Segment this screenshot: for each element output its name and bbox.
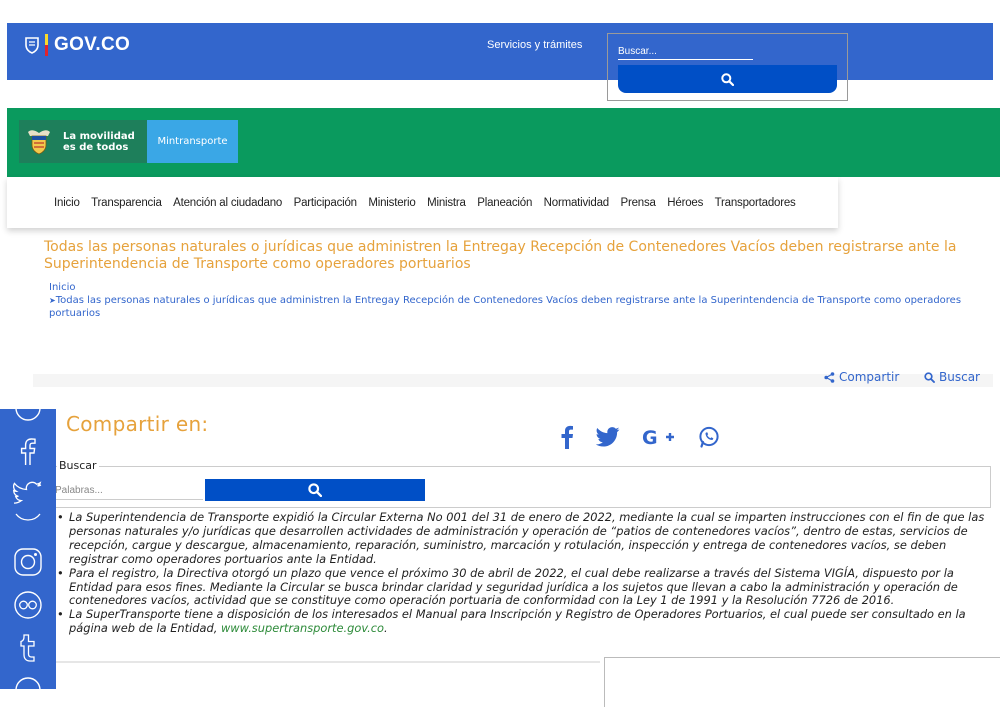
- list-item: [55, 608, 985, 636]
- share-icons: [560, 425, 720, 449]
- nav-item-ministra[interactable]: Ministra: [427, 196, 466, 209]
- supertransporte-link[interactable]: www.supertransporte.gov.co: [220, 621, 385, 636]
- search-legend: Buscar: [59, 459, 97, 472]
- share-tool-label: Compartir: [839, 370, 900, 384]
- partial-bottom-icon[interactable]: [13, 675, 43, 689]
- nav-item-transportadores[interactable]: Transportadores: [714, 196, 796, 209]
- partial-top-icon[interactable]: [13, 409, 43, 423]
- search-icon: [308, 483, 322, 497]
- nav-item-normatividad[interactable]: Normatividad: [543, 196, 610, 209]
- movilidad-line1: La movilidad: [63, 130, 135, 142]
- article-body: [55, 511, 985, 636]
- flickr-icon[interactable]: [13, 590, 43, 620]
- facebook-icon[interactable]: [560, 425, 574, 449]
- breadcrumb-current: [49, 294, 989, 320]
- list-item: • La Superintendencia de Transporte expidió la Circular Externa No 001 del 31 de enero de 2022, mediante la cual se imparten instrucciones con el fin de que las personas naturales y/o jurídicas que desarrollen actividades de administración y operación de “patios de contenedores vacíos”, dentro de estas, servicios de recepción, cargue y descargue, almacenamiento, reparación, suministro, marcación y rotulación, inspección y entrega de contenedores vacíos, se deben registrar como operadores portuarios ante la Entidad.: [55, 511, 985, 567]
- share-title: Compartir en:: [66, 412, 209, 436]
- movilidad-line2: es de todos: [63, 141, 129, 153]
- breadcrumb-current-text: Todas las personas naturales o jurídicas que administren la Entregay Recepción de Contenedores Vacíos deben registrarse ante la Superintendencia de Transporte como operadores portuarios: [49, 295, 962, 319]
- breadcrumb: [49, 281, 989, 320]
- breadcrumb-bullet-icon: ➤: [49, 296, 56, 305]
- search-fieldset: [48, 459, 991, 508]
- nav-item-heroes[interactable]: Héroes: [667, 196, 704, 209]
- nav-item-prensa[interactable]: Prensa: [620, 196, 656, 209]
- services-link[interactable]: Servicios y trámites: [487, 39, 583, 51]
- twitter-icon[interactable]: [596, 427, 620, 447]
- search-tool-label: Buscar: [939, 370, 980, 384]
- movilidad-logo[interactable]: [19, 120, 147, 163]
- social-sidebar: [0, 409, 56, 689]
- search-tool-button[interactable]: [924, 370, 980, 384]
- movilidad-text: [63, 131, 135, 153]
- divider: [55, 661, 600, 663]
- tumblr-icon[interactable]: [13, 633, 43, 663]
- share-tool-button[interactable]: [824, 370, 899, 384]
- nav-item-inicio[interactable]: Inicio: [54, 196, 80, 209]
- search-icon: [924, 372, 935, 383]
- bottom-panel: [604, 657, 1000, 707]
- breadcrumb-home[interactable]: Inicio: [49, 282, 76, 293]
- nav-item-planeacion[interactable]: Planeación: [477, 196, 533, 209]
- twitter-icon[interactable]: [13, 479, 43, 509]
- nav-item-transparencia[interactable]: Transparencia: [91, 196, 162, 209]
- search-submit-button[interactable]: [205, 479, 425, 501]
- list-item: • Para el registro, la Directiva otorgó un plazo que vence el próximo 30 de abril de 2022, el cual debe realizarse a través del Sistema VIGÍA, dispuesto por la Entidad para esos fines. Mediante la Circular se busca brindar claridad y seguridad jurídica a los sujetos que llevan a cabo la administración y operación de contenedores vacíos, actividad que se constituye como operación portuaria de conformidad con la Ley 1 de 1991 y la Resolución 7726 de 2016.: [55, 567, 985, 609]
- facebook-icon[interactable]: [13, 436, 43, 466]
- main-nav: [7, 177, 838, 228]
- nav-item-atencion[interactable]: Atención al ciudadano: [173, 196, 283, 209]
- colombia-shield-icon: [24, 36, 40, 54]
- nav-item-participacion[interactable]: Participación: [293, 196, 357, 209]
- top-search-input[interactable]: [618, 43, 753, 60]
- nav-item-ministerio[interactable]: Ministerio: [368, 196, 416, 209]
- instagram-icon[interactable]: [13, 547, 43, 577]
- flag-bar: [45, 34, 48, 56]
- ministry-header: [7, 108, 1000, 177]
- svg-text:G: G: [642, 427, 658, 447]
- youtube-partial-icon[interactable]: [13, 509, 43, 529]
- page-title: Todas las personas naturales o jurídicas que administren la Entregay Recepción de Contenedores Vacíos deben registrarse ante la Superintendencia de Transporte como operadores portuarios: [44, 239, 957, 272]
- govco-logo[interactable]: [24, 34, 130, 56]
- escudo-icon: [19, 126, 59, 158]
- whatsapp-icon[interactable]: [698, 426, 720, 448]
- search-icon: [721, 73, 734, 86]
- govco-brand: GOV.CO: [54, 34, 131, 55]
- top-search-box: [607, 33, 848, 101]
- google-plus-icon[interactable]: [642, 427, 676, 447]
- mintransporte-badge[interactable]: Mintransporte: [147, 120, 238, 163]
- search-words-input[interactable]: [53, 481, 203, 500]
- bullet3-end: .: [384, 621, 388, 636]
- bullet3-text: La SuperTransporte tiene a disposición de los interesados el Manual para Inscripción y Registro de Operadores Portuarios, el cual puede ser consultado en la página web de la Entidad,: [69, 607, 966, 636]
- top-search-button[interactable]: [618, 65, 837, 93]
- share-icon: [824, 372, 835, 383]
